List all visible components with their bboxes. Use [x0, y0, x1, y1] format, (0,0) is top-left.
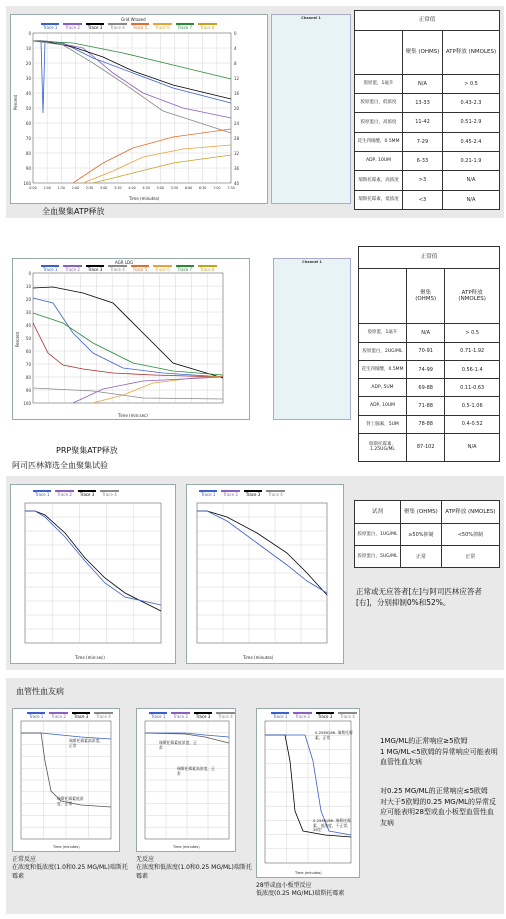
middle-chart-title: AGR LDG	[115, 260, 134, 265]
aspirin-left-plot	[25, 503, 169, 651]
middle-channel-panel	[273, 258, 351, 420]
aspirin-chart-left	[10, 484, 176, 664]
top-ytick-right: 32	[234, 151, 240, 156]
top-table-title: 正常值	[355, 11, 500, 31]
vwd-caption-1: 正常反应 在浓度和低浓度(1.0和0.25 MG/ML)瑞斯托霉素	[12, 856, 128, 880]
top-table-row	[355, 151, 500, 170]
vwd-a-xlabel: Time (minutes)	[53, 845, 80, 849]
middle-chart-xlabel: Time (min:sec)	[118, 413, 148, 418]
vwd-caption-3: 28型或血小板型反应 低浓度(0.25 MG/ML)瑞斯托霉素	[256, 882, 345, 898]
top-xtick: 5:30	[170, 186, 179, 190]
aspirin-left-legend-item: Trace 2	[57, 492, 72, 497]
top-xtick: 6:00	[184, 186, 193, 190]
aspirin-table-cell: 胶原蛋白，5UG/ML	[355, 546, 401, 568]
middle-table-cell: 0.71-1.92	[445, 342, 500, 360]
top-xtick: 1:00	[43, 186, 51, 190]
middle-ytick: 100	[23, 401, 31, 406]
aspirin-left-legend-item: Trace 1	[35, 492, 50, 497]
middle-table-row	[359, 342, 500, 360]
aspirin-left-xlabel: Time (min:sec)	[75, 655, 105, 660]
top-legend-item: Trace 5	[132, 25, 148, 30]
vwd-a-legend-item: Trace 4	[96, 714, 111, 719]
vwd-c-xlabel: Time (minutes)	[295, 871, 322, 875]
vwd-b-legend-item: Trace 4	[218, 714, 233, 719]
top-legend-item: Trace 3	[87, 25, 103, 30]
top-chart-legend	[41, 23, 217, 30]
aspirin-table-row	[355, 524, 500, 546]
top-table-row	[355, 132, 500, 151]
top-channel-panel	[271, 14, 351, 204]
middle-table-row	[359, 360, 500, 378]
top-ytick-right: 40	[234, 181, 240, 186]
top-ytick-left: 40	[25, 91, 31, 96]
middle-legend-item: Trace 5	[132, 267, 148, 272]
top-table-cell: 瑞斯托霉素，高浓度	[355, 171, 403, 190]
top-ytick-right: 0	[234, 31, 237, 36]
middle-ytick: 40	[25, 323, 31, 328]
top-xtick: 7:00	[213, 186, 221, 190]
middle-chart-panel	[12, 258, 250, 420]
top-table-cell: <3	[403, 190, 443, 209]
top-table-row	[355, 74, 500, 93]
middle-table-cell: 87-102	[407, 433, 445, 461]
top-chart-title: Grid Wrazed	[121, 17, 146, 22]
top-xtick: 1:30	[57, 186, 65, 190]
vwd-a-legend-item: Trace 2	[51, 714, 66, 719]
top-table-row	[355, 190, 500, 209]
top-ytick-right: 28	[234, 136, 240, 141]
top-caption: 全血聚集ATP释放	[42, 207, 105, 216]
vwd-c-legend-item: Trace 2	[295, 714, 310, 719]
top-table-cell: ADP, 10UM	[355, 151, 403, 170]
top-table-cell: >3	[403, 171, 443, 190]
top-table-cell: N/A	[442, 171, 499, 190]
top-table-cell: 0.43-2.3	[442, 93, 499, 112]
middle-table-cell: 花生四烯酸，0.5MM	[359, 360, 407, 378]
middle-table-cell: 69-88	[407, 379, 445, 397]
top-table-cell: 0.51-2.9	[442, 113, 499, 132]
aspirin-table-cell: 正常	[441, 546, 499, 568]
top-table-cell: 11-42	[403, 113, 443, 132]
middle-table-row	[359, 433, 500, 461]
vwd-c-ann1: 0.25MG/ML 瑞斯托霉素，正常	[315, 730, 353, 740]
aspirin-table-col1: 聚集 (OHMS)	[401, 501, 442, 524]
middle-legend-item: Trace 4	[110, 267, 125, 272]
vwd-chart-b	[136, 708, 236, 852]
vwd-section-title: 血管性血友病	[16, 687, 64, 696]
top-table-cell: 花生四烯酸，0.5MM	[355, 132, 403, 151]
top-table-cell: 13-33	[403, 93, 443, 112]
aspirin-table	[354, 500, 500, 568]
top-xtick: 7:30	[227, 186, 235, 190]
aspirin-right-legend-item: Trace 3	[245, 492, 261, 497]
middle-ytick: 70	[25, 362, 31, 367]
middle-legend-item: Trace 6	[155, 267, 170, 272]
aspirin-left-legend-item: Trace 3	[79, 492, 95, 497]
middle-table-title: 正常值	[359, 247, 500, 269]
middle-ytick: 20	[25, 297, 31, 302]
aspirin-table-cell: <50%抑制	[441, 524, 499, 546]
top-table-cell: N/A	[442, 190, 499, 209]
middle-table-cell: N/A	[445, 433, 500, 461]
vwd-a-ann1: 瑞斯托霉素高浓度，正常	[69, 738, 104, 748]
aspirin-left-legend	[33, 490, 119, 497]
vwd-note-2: 对0.25 MG/ML的正常响应≤5欧姆 对大于5欧姆的0.25 MG/ML的异常反应可能表明28型或血小板型血管性血友病	[380, 787, 497, 827]
vwd-c-legend	[271, 712, 357, 719]
vwd-a-ann2: 瑞斯托霉素低浓度，正常	[57, 796, 84, 806]
top-legend-item: Trace 6	[155, 25, 170, 30]
aspirin-right-legend-item: Trace 2	[223, 492, 238, 497]
vwd-c-legend-item: Trace 4	[340, 714, 355, 719]
middle-chart-ylabel: Percent	[15, 331, 20, 347]
aspirin-left-legend-item: Trace 4	[102, 492, 117, 497]
aspirin-right-legend-item: Trace 4	[268, 492, 283, 497]
top-ytick-left: 100	[23, 181, 31, 186]
middle-chart-plot	[23, 271, 245, 411]
middle-legend-item: Trace 8	[200, 267, 215, 272]
top-chart-ylabel: Percent	[13, 94, 18, 110]
vwd-a-legend-item: Trace 1	[29, 714, 44, 719]
top-channel-title: Channel 1	[301, 16, 321, 20]
middle-table-cell: 74-99	[407, 360, 445, 378]
aspirin-right-legend	[199, 490, 285, 497]
middle-table-cell: 0.4-0.52	[445, 415, 500, 433]
middle-table-cell: 瑞斯托霉素，1.25UG/ML	[359, 433, 407, 461]
middle-ytick: 50	[25, 336, 31, 341]
middle-caption-2: 阿司匹林筛选全血聚集试验	[12, 461, 108, 470]
top-ytick-left: 10	[25, 46, 31, 51]
top-chart-xlabel: Time (minutes)	[129, 196, 160, 201]
middle-caption-1: PRP聚集ATP释放	[56, 446, 118, 455]
top-table-row	[355, 113, 500, 132]
middle-table-cell: 70-91	[407, 342, 445, 360]
vwd-b-ann1: 瑞斯托霉素低浓度，正常	[159, 740, 197, 750]
middle-ytick: 0	[28, 271, 31, 276]
aspirin-table-col0: 试剂	[355, 501, 401, 524]
top-ytick-left: 70	[25, 136, 31, 141]
top-ytick-left: 60	[25, 121, 31, 126]
middle-table-cell: 71-88	[407, 397, 445, 415]
aspirin-table-cell: 胶原蛋白，1UG/ML	[355, 524, 401, 546]
vwd-b-ann2: 瑞斯托霉素高浓度，正常	[177, 766, 215, 776]
top-table-row	[355, 171, 500, 190]
top-legend-item: Trace 7	[177, 25, 193, 30]
middle-table-cell: ADP, 10UM	[359, 397, 407, 415]
middle-ytick: 60	[25, 349, 31, 354]
top-xtick: 0:00	[29, 186, 37, 190]
middle-table-cell: 0.5-1.06	[445, 397, 500, 415]
top-table-cell: 瑞斯托霉素，低浓度	[355, 190, 403, 209]
aspirin-right-xlabel: Time (minutes)	[243, 655, 274, 660]
middle-table-row	[359, 397, 500, 415]
middle-table-cell: > 0.5	[445, 324, 500, 342]
top-table-cell: N/A	[403, 74, 443, 93]
top-table-cell: 0.45-2.4	[442, 132, 499, 151]
middle-legend-item: Trace 2	[65, 267, 80, 272]
top-ytick-left: 50	[25, 106, 31, 111]
top-table-cell: 胶原蛋白，低浓度	[355, 93, 403, 112]
top-ytick-right: 20	[234, 106, 240, 111]
vwd-b-legend-item: Trace 2	[173, 714, 188, 719]
vwd-b-legend-item: Trace 1	[151, 714, 166, 719]
top-ytick-left: 30	[25, 76, 31, 81]
middle-table-cell: 78-88	[407, 415, 445, 433]
top-table-col2: ATP释放 (NMOLES)	[442, 31, 499, 75]
aspirin-table-col2: ATP释放 (NMOLES)	[441, 501, 499, 524]
vwd-c-plot	[265, 721, 357, 869]
middle-legend-item: Trace 7	[177, 267, 193, 272]
vwd-chart-a	[12, 708, 120, 852]
middle-ytick: 30	[25, 310, 31, 315]
top-chart-plot	[23, 31, 253, 191]
top-legend-item: Trace 1	[43, 25, 58, 30]
vwd-a-legend-item: Trace 3	[73, 714, 89, 719]
top-ytick-right: 12	[234, 76, 240, 81]
top-ytick-right: 16	[234, 91, 240, 96]
middle-table-col2: ATP释放 (NMOLES)	[445, 269, 500, 324]
top-ytick-right: 36	[234, 166, 240, 171]
top-table-row	[355, 93, 500, 112]
middle-table-cell: 胶原蛋白，2UG/ML	[359, 342, 407, 360]
top-ytick-left: 20	[25, 61, 31, 66]
top-ytick-right: 4	[234, 46, 237, 51]
top-xtick: 4:00	[128, 186, 136, 190]
middle-legend-item: Trace 3	[87, 267, 103, 272]
top-ytick-left: 0	[28, 31, 31, 36]
middle-table-row	[359, 324, 500, 342]
vwd-b-legend-item: Trace 3	[195, 714, 211, 719]
top-xtick: 6:30	[199, 186, 207, 190]
middle-table-cell: ADP, 5UM	[359, 379, 407, 397]
top-legend-item: Trace 8	[200, 25, 215, 30]
middle-table-cell: 0.11-0.63	[445, 379, 500, 397]
aspirin-table-row	[355, 546, 500, 568]
top-xtick: 5:00	[156, 186, 164, 190]
middle-table-row	[359, 415, 500, 433]
top-table-cell: 7-29	[403, 132, 443, 151]
aspirin-right-plot	[197, 503, 337, 651]
top-ytick-left: 90	[25, 166, 31, 171]
middle-table-cell: 胶原蛋，1毫升	[359, 324, 407, 342]
middle-table-cell: 肾上腺素，5UM	[359, 415, 407, 433]
top-table-cell: 6-33	[403, 151, 443, 170]
aspirin-table-cell: ≥50%抑制	[401, 524, 442, 546]
top-table-cell: 0.21-1.9	[442, 151, 499, 170]
top-table-cell: > 0.5	[442, 74, 499, 93]
vwd-c-legend-item: Trace 3	[317, 714, 333, 719]
top-table-cell: 胶原蛋，1毫升	[355, 74, 403, 93]
top-xtick: 2:30	[85, 186, 94, 190]
top-normal-values-table	[354, 10, 500, 210]
middle-table-row	[359, 379, 500, 397]
top-table-cell: 胶原蛋白，高浓度	[355, 113, 403, 132]
middle-ytick: 80	[25, 375, 31, 380]
vwd-b-legend	[149, 712, 235, 719]
middle-channel-title: Channel 1	[302, 260, 322, 264]
middle-ytick: 10	[25, 284, 31, 289]
top-xtick: 3:00	[100, 186, 108, 190]
middle-table-cell: N/A	[407, 324, 445, 342]
top-table-col1: 聚集 (OHMS)	[403, 31, 443, 75]
top-legend-item: Trace 2	[65, 25, 80, 30]
middle-legend-item: Trace 1	[43, 267, 58, 272]
top-ytick-left: 80	[25, 151, 31, 156]
vwd-c-legend-item: Trace 1	[273, 714, 288, 719]
middle-chart-legend	[41, 265, 217, 272]
vwd-caption-2: 无反应 在浓度和低浓度(1.0和0.25 MG/ML)瑞斯托霉素	[136, 856, 252, 880]
middle-ytick: 90	[25, 388, 31, 393]
middle-table-col1: 聚集 (OHMS)	[407, 269, 445, 324]
aspirin-table-cell: 正常	[401, 546, 442, 568]
aspirin-chart-right	[186, 484, 344, 664]
aspirin-right-legend-item: Trace 1	[201, 492, 216, 497]
top-xtick: 4:30	[142, 186, 150, 190]
vwd-c-ann2: 0.25MG/ML 瑞斯托霉素，低浓度，不正常，28型	[313, 818, 351, 833]
top-xtick: 2:00	[71, 186, 80, 190]
middle-table-cell: 0.56-1.4	[445, 360, 500, 378]
vwd-a-legend	[27, 712, 113, 719]
top-chart-panel	[10, 14, 268, 204]
top-ytick-right: 24	[234, 121, 240, 126]
aspirin-note: 正常或无应答者[左]与阿司匹林应答者[右]，分别抑制0%和52%。	[356, 587, 482, 608]
vwd-note-1: 1MG/ML的正常响应≥5欧姆 1 MG/ML<5欧姆的异常响应可能表明血管性血友病	[380, 737, 498, 766]
middle-normal-values-table	[358, 246, 500, 462]
top-legend-item: Trace 4	[110, 25, 125, 30]
top-xtick: 3:30	[114, 186, 122, 190]
vwd-b-xlabel: Time (minutes)	[173, 845, 200, 849]
vwd-chart-c	[256, 708, 360, 878]
top-ytick-right: 8	[234, 61, 237, 66]
